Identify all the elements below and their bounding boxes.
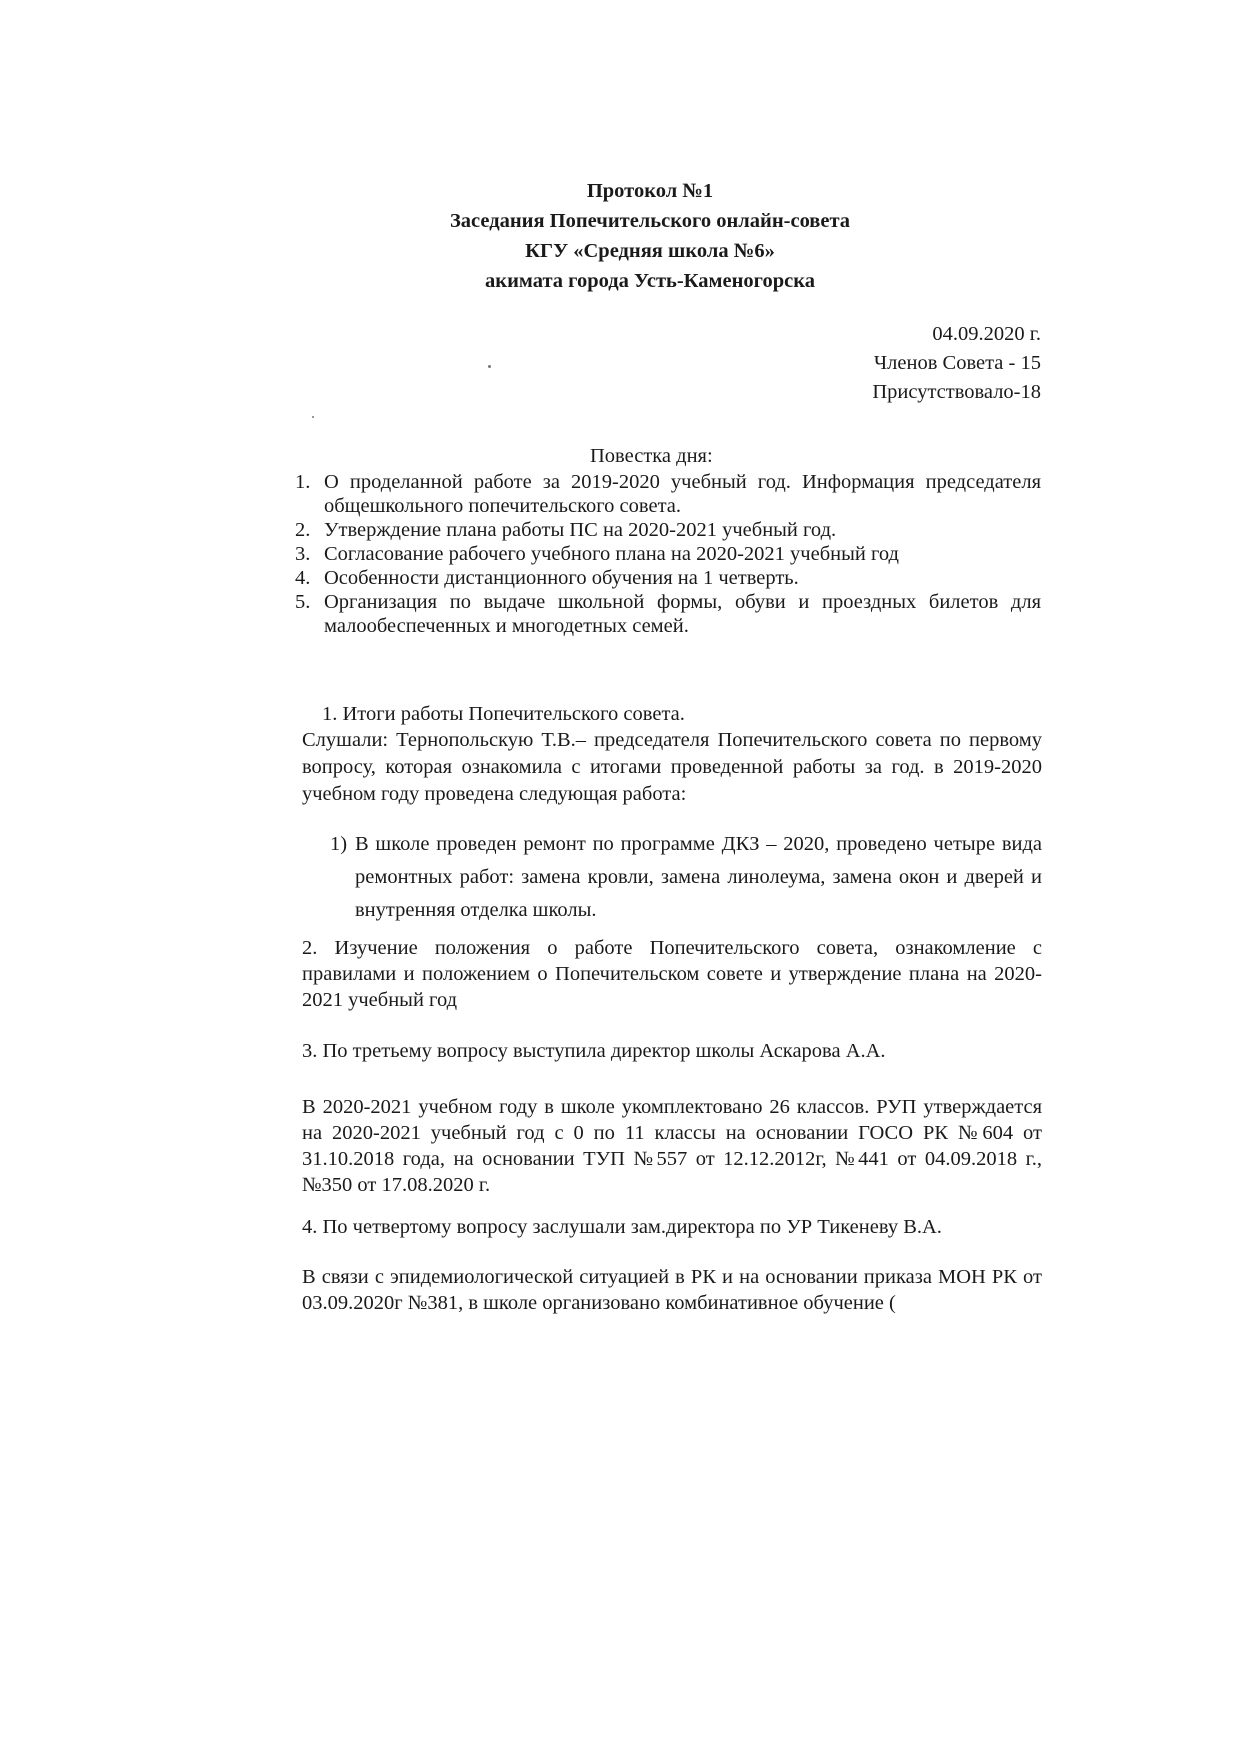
agenda-heading: Повестка дня: [590, 445, 713, 467]
subitem-text: В школе проведен ремонт по программе ДКЗ – 2020, проведено четыре вида ремонтных работ: замена кровли, замена линолеума, замена окон и дверей и внутренняя отделка школы. [355, 833, 1042, 921]
title-line-akimat: акимата города Усть-Каменогорска [485, 270, 815, 292]
section-2-text: 2. Изучение положения о работе Попечительского совета, ознакомление с правилами и положением о Попечительском совете и утверждение плана на 2020-2021 учебный год [302, 937, 1042, 1011]
agenda-list [295, 470, 1041, 638]
agenda-item-text: Согласование рабочего учебного плана на 2020-2021 учебный год [324, 543, 899, 565]
section-1-body: Слушали: Тернопольскую Т.В.– председателя Попечительского совета по первому вопросу, которая ознакомила с итогами проведенной работы за год. в 2019-2020 учебном году проведена следующая работа: [302, 729, 1042, 805]
meeting-meta [872, 320, 1041, 407]
subitem-number: 1) [330, 833, 348, 855]
agenda-item [295, 542, 1041, 566]
agenda-item [295, 470, 1041, 518]
agenda-item-text: О проделанной работе за 2019-2020 учебный год. Информация председателя общешкольного попечительского совета. [324, 471, 1041, 517]
title-line-school: КГУ «Средняя школа №6» [525, 240, 775, 262]
agenda-item [295, 518, 1041, 542]
section-4-heading: 4. По четвертому вопросу заслушали зам.директора по УР Тикеневу В.А. [302, 1216, 942, 1238]
section-1-subitem [330, 828, 1042, 927]
present-count: Присутствовало-18 [872, 381, 1041, 403]
scan-speck [488, 365, 491, 368]
section-3-body: В 2020-2021 учебном году в школе укомплектовано 26 классов. РУП утверждается на 2020-2021 учебный год с 0 по 11 классы на основании ГОСО РК №604 от 31.10.2018 года, на основании ТУП №557 от 12.12.2012г, №441 от 04.09.2018 г., №350 от 17.08.2020 г. [302, 1096, 1042, 1196]
members-count: Членов Совета - 15 [873, 352, 1041, 374]
agenda-item-number: 5. [295, 591, 311, 613]
agenda-item-number: 4. [295, 567, 311, 589]
section-3-heading: 3. По третьему вопросу выступила директор школы Аскарова А.А. [302, 1040, 886, 1062]
meeting-date: 04.09.2020 г. [932, 323, 1041, 345]
agenda-item-number: 2. [295, 519, 311, 541]
agenda-item-text: Организация по выдаче школьной формы, обуви и проездных билетов для малообеспеченных и многодетных семей. [324, 591, 1041, 637]
agenda-item [295, 590, 1041, 638]
section-1-heading: 1. Итоги работы Попечительского совета. [322, 703, 685, 725]
document-title [300, 176, 1000, 296]
scan-speck [312, 416, 314, 418]
title-line-meeting: Заседания Попечительского онлайн-совета [449, 210, 851, 232]
agenda-item-number: 1. [295, 471, 311, 493]
agenda-item-text: Особенности дистанционного обучения на 1 четверть. [324, 567, 799, 589]
agenda-item [295, 566, 1041, 590]
section-4-body: В связи с эпидемиологической ситуацией в РК и на основании приказа МОН РК от 03.09.2020г №381, в школе организовано комбинативное обучение ( [302, 1266, 1042, 1314]
title-line-protocol: Протокол №1 [586, 180, 714, 202]
agenda-item-number: 3. [295, 543, 311, 565]
agenda-item-text: Утверждение плана работы ПС на 2020-2021 учебный год. [324, 519, 837, 541]
